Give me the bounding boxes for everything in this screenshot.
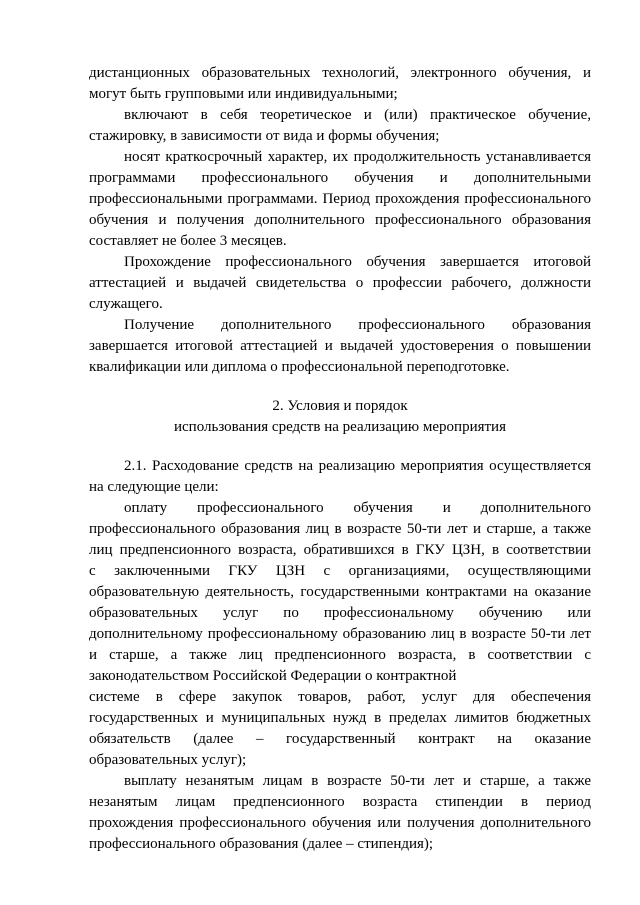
text-line: и старше, а также лиц предпенсионного возраста, в соответствии с xyxy=(89,647,591,663)
text-line: профессиональными программами. Период прохождения профессионального xyxy=(89,191,591,207)
text-line: обязательств (далее – государственный контракт на оказание xyxy=(89,731,591,747)
text-line: выплату незанятым лицам в возрасте 50-ти лет и старше, а также xyxy=(124,773,591,789)
text-line: стажировку, в зависимости от вида и формы обучения; xyxy=(89,128,440,144)
text-line: законодательством Российской Федерации о контрактной xyxy=(89,668,457,684)
text-line: составляет не более 3 месяцев. xyxy=(89,233,287,249)
text-line: программами профессионального обучения и дополнительными xyxy=(89,170,591,186)
text-line: прохождения профессионального обучения или получения дополнительного xyxy=(89,815,591,831)
text-line: завершается итоговой аттестацией и выдачей удостоверения о повышении xyxy=(89,338,591,354)
text-line: образовательных услуг); xyxy=(89,752,247,768)
text-line: 2.1. Расходование средств на реализацию мероприятия осуществляется xyxy=(124,458,591,474)
text-line: на следующие цели: xyxy=(89,479,219,495)
section-heading-line-1: 2. Условия и порядок xyxy=(272,398,408,414)
text-line: квалификации или диплома о профессиональной переподготовке. xyxy=(89,359,510,375)
text-line: дистанционных образовательных технологий, электронного обучения, и xyxy=(89,65,591,81)
text-line: профессионального образования (далее – стипендия); xyxy=(89,836,434,852)
text-line: незанятым лицам предпенсионного возраста стипендии в период xyxy=(89,794,591,810)
text-line: дополнительному профессиональному образованию лиц в возрасте 50-ти лет xyxy=(89,626,591,642)
text-line: образовательную деятельность, государственными контрактами на оказание xyxy=(89,584,591,600)
text-line: могут быть групповыми или индивидуальными; xyxy=(89,86,398,102)
text-line: Получение дополнительного профессионального образования xyxy=(124,317,591,333)
text-line: с заключенными ГКУ ЦЗН с организациями, осуществляющими xyxy=(89,563,591,579)
text-line: включают в себя теоретическое и (или) практическое обучение, xyxy=(124,107,591,123)
text-line: профессионального образования лиц в возрасте 50-ти лет и старше, а также xyxy=(89,521,591,537)
text-line: носят краткосрочный характер, их продолжительность устанавливается xyxy=(124,149,591,165)
text-line: обучения и получения дополнительного профессионального образования xyxy=(89,212,591,228)
text-line: аттестацией и выдачей свидетельства о профессии рабочего, должности xyxy=(89,275,591,291)
text-line: образовательных услуг по профессиональному обучению или xyxy=(89,605,591,621)
text-line: Прохождение профессионального обучения завершается итоговой xyxy=(124,254,591,270)
text-line: служащего. xyxy=(89,296,163,312)
text-line: государственных и муниципальных нужд в пределах лимитов бюджетных xyxy=(89,710,591,726)
section-heading-line-2: использования средств на реализацию мероприятия xyxy=(174,419,506,435)
text-line: оплату профессионального обучения и дополнительного xyxy=(124,500,591,516)
text-line: системе в сфере закупок товаров, работ, услуг для обеспечения xyxy=(89,689,591,705)
text-line: лиц предпенсионного возраста, обратившихся в ГКУ ЦЗН, в соответствии xyxy=(89,542,591,558)
